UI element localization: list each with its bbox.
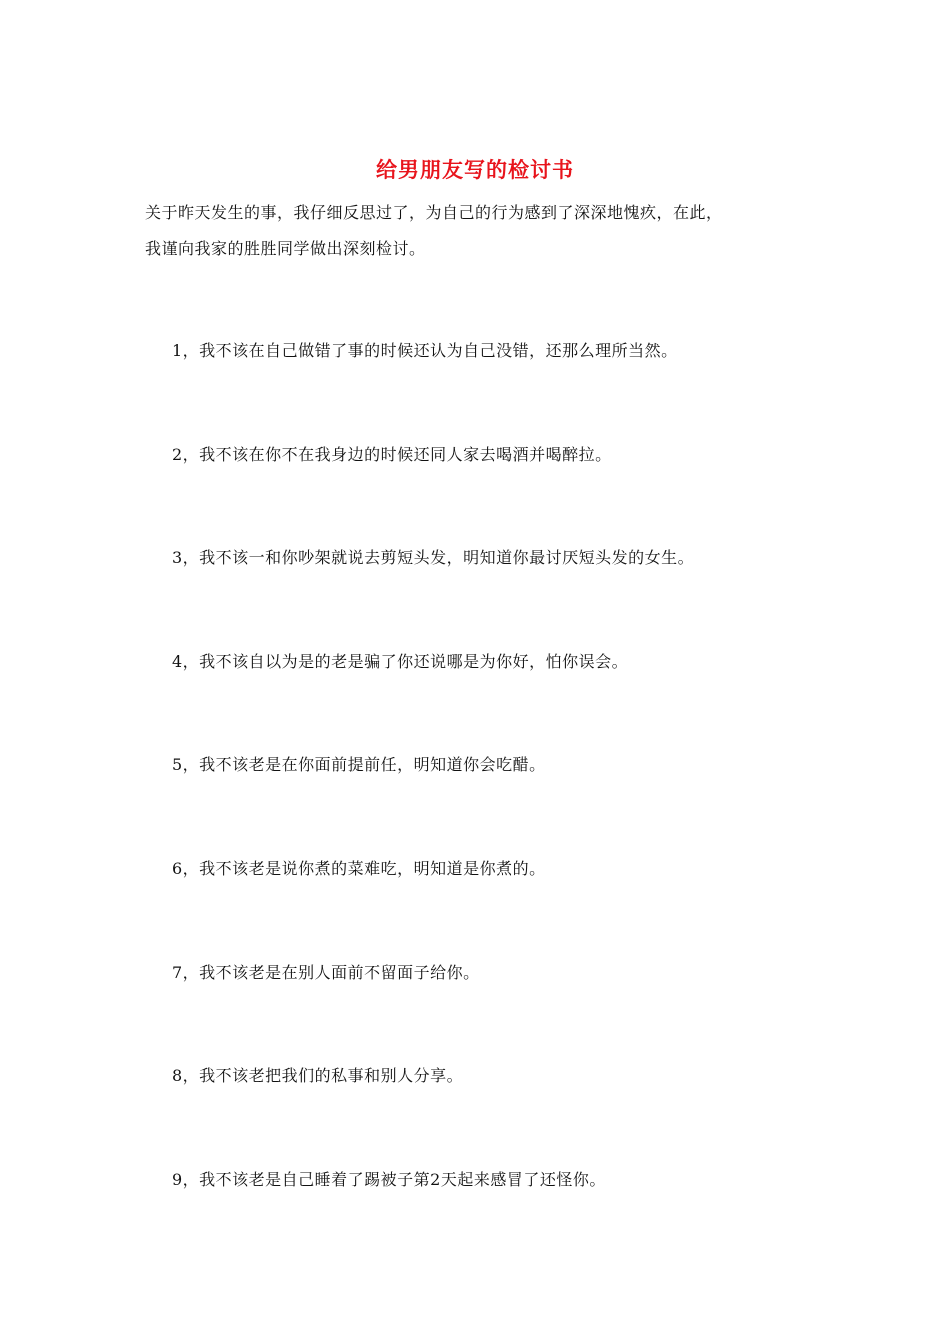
list-item: 2，我不该在你不在我身边的时候还同人家去喝酒并喝醉拉。 (172, 444, 612, 464)
list-item: 9，我不该老是自己睡着了踢被子第2天起来感冒了还怪你。 (172, 1169, 606, 1189)
apology-list (172, 336, 812, 1268)
list-item: 7，我不该老是在别人面前不留面子给你。 (172, 962, 480, 982)
intro-line: 关于昨天发生的事，我仔细反思过了，为自己的行为感到了深深地愧疚，在此， (145, 203, 723, 222)
intro-paragraph (145, 195, 815, 267)
list-item: 1，我不该在自己做错了事的时候还认为自己没错，还那么理所当然。 (172, 341, 678, 360)
list-item: 3，我不该一和你吵架就说去剪短头发，明知道你最讨厌短头发的女生。 (172, 548, 695, 568)
document-title: 给男朋友写的检讨书 (376, 157, 574, 182)
list-item: 8，我不该老把我们的私事和别人分享。 (172, 1066, 464, 1086)
list-item: 6，我不该老是说你煮的菜难吃，明知道是你煮的。 (172, 858, 546, 878)
intro-line: 我谨向我家的胜胜同学做出深刻检讨。 (145, 239, 426, 258)
list-item: 5，我不该老是在你面前提前任，明知道你会吃醋。 (172, 755, 546, 775)
list-item: 4，我不该自以为是的老是骗了你还说哪是为你好，怕你误会。 (172, 651, 629, 671)
